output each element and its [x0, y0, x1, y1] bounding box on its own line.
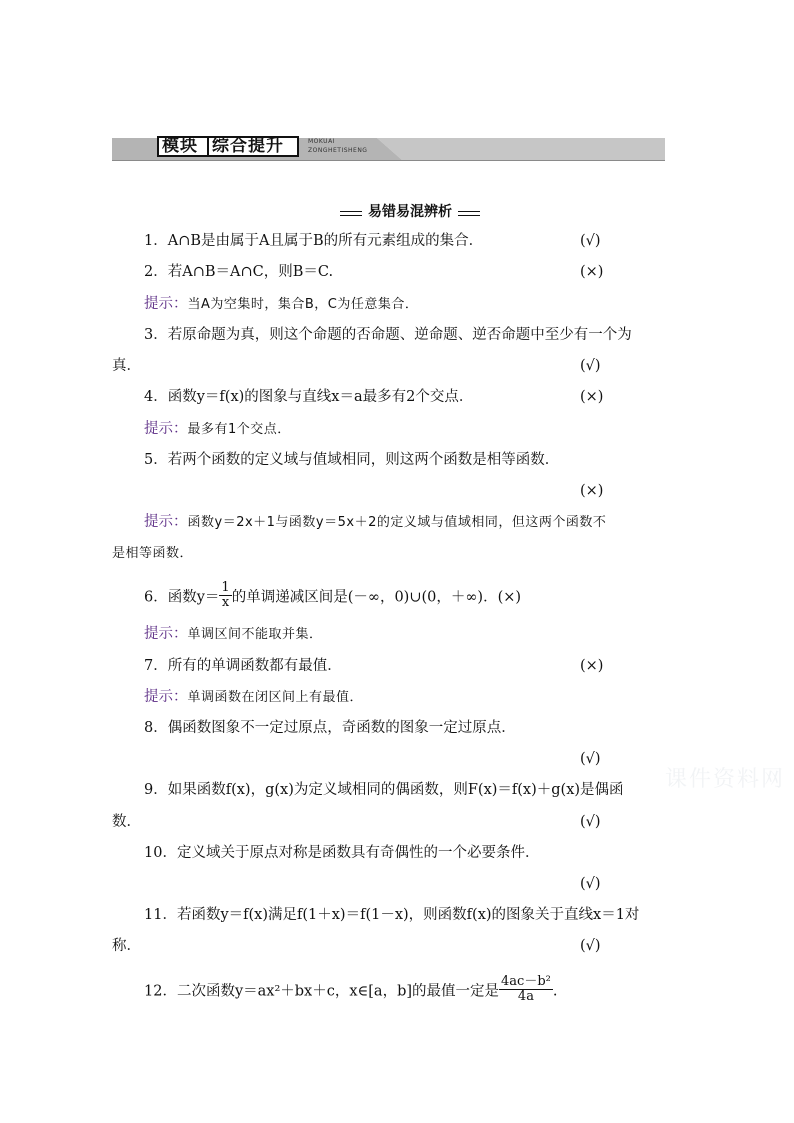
- item-8-mark: (√): [580, 751, 601, 767]
- item-12: [144, 974, 680, 1006]
- fraction: [499, 975, 553, 1004]
- item-2-mark: (×): [580, 264, 604, 280]
- item-10-mark: (√): [580, 876, 601, 892]
- item-6-hint: [144, 624, 680, 645]
- item-4-mark: (×): [580, 389, 604, 405]
- fraction-numerator: 4ac－b²: [501, 974, 551, 989]
- banner-badge-module: 模块: [157, 136, 209, 157]
- hint-text: 单调区间不能取并集．: [187, 627, 323, 642]
- item-10: 10．定义域关于原点对称是函数具有奇偶性的一个必要条件．: [144, 845, 540, 861]
- item-8: 8．偶函数图象不一定过原点，奇函数的图象一定过原点．: [144, 720, 516, 736]
- item-6-mark: (×): [497, 589, 522, 606]
- hint-text: 函数y＝2x＋1与函数y＝5x＋2的定义域与值域相同，但这两个函数不: [187, 515, 607, 530]
- item-9-line-1: 9．如果函数f(x)，g(x)为定义域相同的偶函数，则F(x)＝f(x)＋g(x)是偶函: [144, 782, 624, 798]
- hint-text: 当A为空集时，集合B，C为任意集合．: [187, 297, 419, 312]
- hint-label: 提示：: [144, 626, 188, 642]
- item-7-hint: [144, 687, 680, 708]
- title-rule-left: [340, 211, 362, 216]
- hint-text: 单调函数在闭区间上有最值．: [187, 690, 364, 705]
- item-4: 4．函数y＝f(x)的图象与直线x＝a最多有2个交点．: [144, 389, 474, 405]
- item-11-line-2: 称．: [112, 938, 141, 954]
- item-6-pre: 6．函数y＝: [144, 589, 220, 606]
- item-11-mark: (√): [580, 938, 601, 954]
- hint-text-cont: 是相等函数．: [112, 546, 194, 561]
- title-rule-right: [458, 211, 480, 216]
- item-9-line-2: 数．: [112, 814, 141, 830]
- module-banner: [112, 133, 665, 161]
- watermark: 课件资料网: [665, 767, 786, 792]
- item-11-line-1: 11．若函数y＝f(x)满足f(1＋x)＝f(1－x)，则函数f(x)的图象关于直线x＝1对: [144, 907, 640, 923]
- item-5-mark: (×): [580, 483, 604, 499]
- banner-badge-title: 综合提升: [209, 136, 299, 157]
- item-2-hint: [144, 294, 680, 315]
- item-12-post: .: [552, 983, 558, 1000]
- item-1-mark: (√): [580, 233, 601, 249]
- hint-label: 提示：: [144, 689, 188, 705]
- item-3-line-2: 真．: [112, 358, 141, 374]
- hint-label: 提示：: [144, 421, 188, 437]
- banner-pinyin-2: ZONGHETISHENG: [308, 147, 368, 154]
- section-title-text: 易错易混辨析: [368, 204, 452, 220]
- item-5-hint-2: [112, 543, 680, 564]
- banner-pinyin-1: MOKUAI: [308, 138, 335, 145]
- section-title: [340, 201, 480, 221]
- item-3-mark: (√): [580, 358, 601, 374]
- item-6-post: 的单调递减区间是(－∞，0)∪(0，＋∞)．: [231, 589, 498, 606]
- item-5-hint-1: [144, 512, 680, 533]
- fraction-numerator: 1: [221, 580, 230, 595]
- hint-text: 最多有1个交点．: [187, 422, 291, 437]
- item-1: 1．A∩B是由属于A且属于B的所有元素组成的集合．: [144, 233, 484, 249]
- item-6: [144, 580, 680, 612]
- fraction-denominator: 4a: [517, 989, 534, 1004]
- item-7-mark: (×): [580, 658, 604, 674]
- item-12-pre: 12．二次函数y＝ax²＋bx＋c，x∈[a，b]的最值一定是: [144, 983, 500, 1000]
- fraction-denominator: x: [221, 595, 230, 610]
- item-9-mark: (√): [580, 814, 601, 830]
- fraction: [219, 581, 231, 610]
- item-7: 7．所有的单调函数都有最值．: [144, 658, 342, 674]
- item-2: 2．若A∩B＝A∩C，则B＝C.: [144, 264, 334, 280]
- item-5: 5．若两个函数的定义域与值域相同，则这两个函数是相等函数．: [144, 452, 560, 468]
- hint-label: 提示：: [144, 514, 188, 530]
- item-4-hint: [144, 419, 680, 440]
- hint-label: 提示：: [144, 296, 188, 312]
- item-3-line-1: 3．若原命题为真，则这个命题的否命题、逆命题、逆否命题中至少有一个为: [144, 327, 632, 343]
